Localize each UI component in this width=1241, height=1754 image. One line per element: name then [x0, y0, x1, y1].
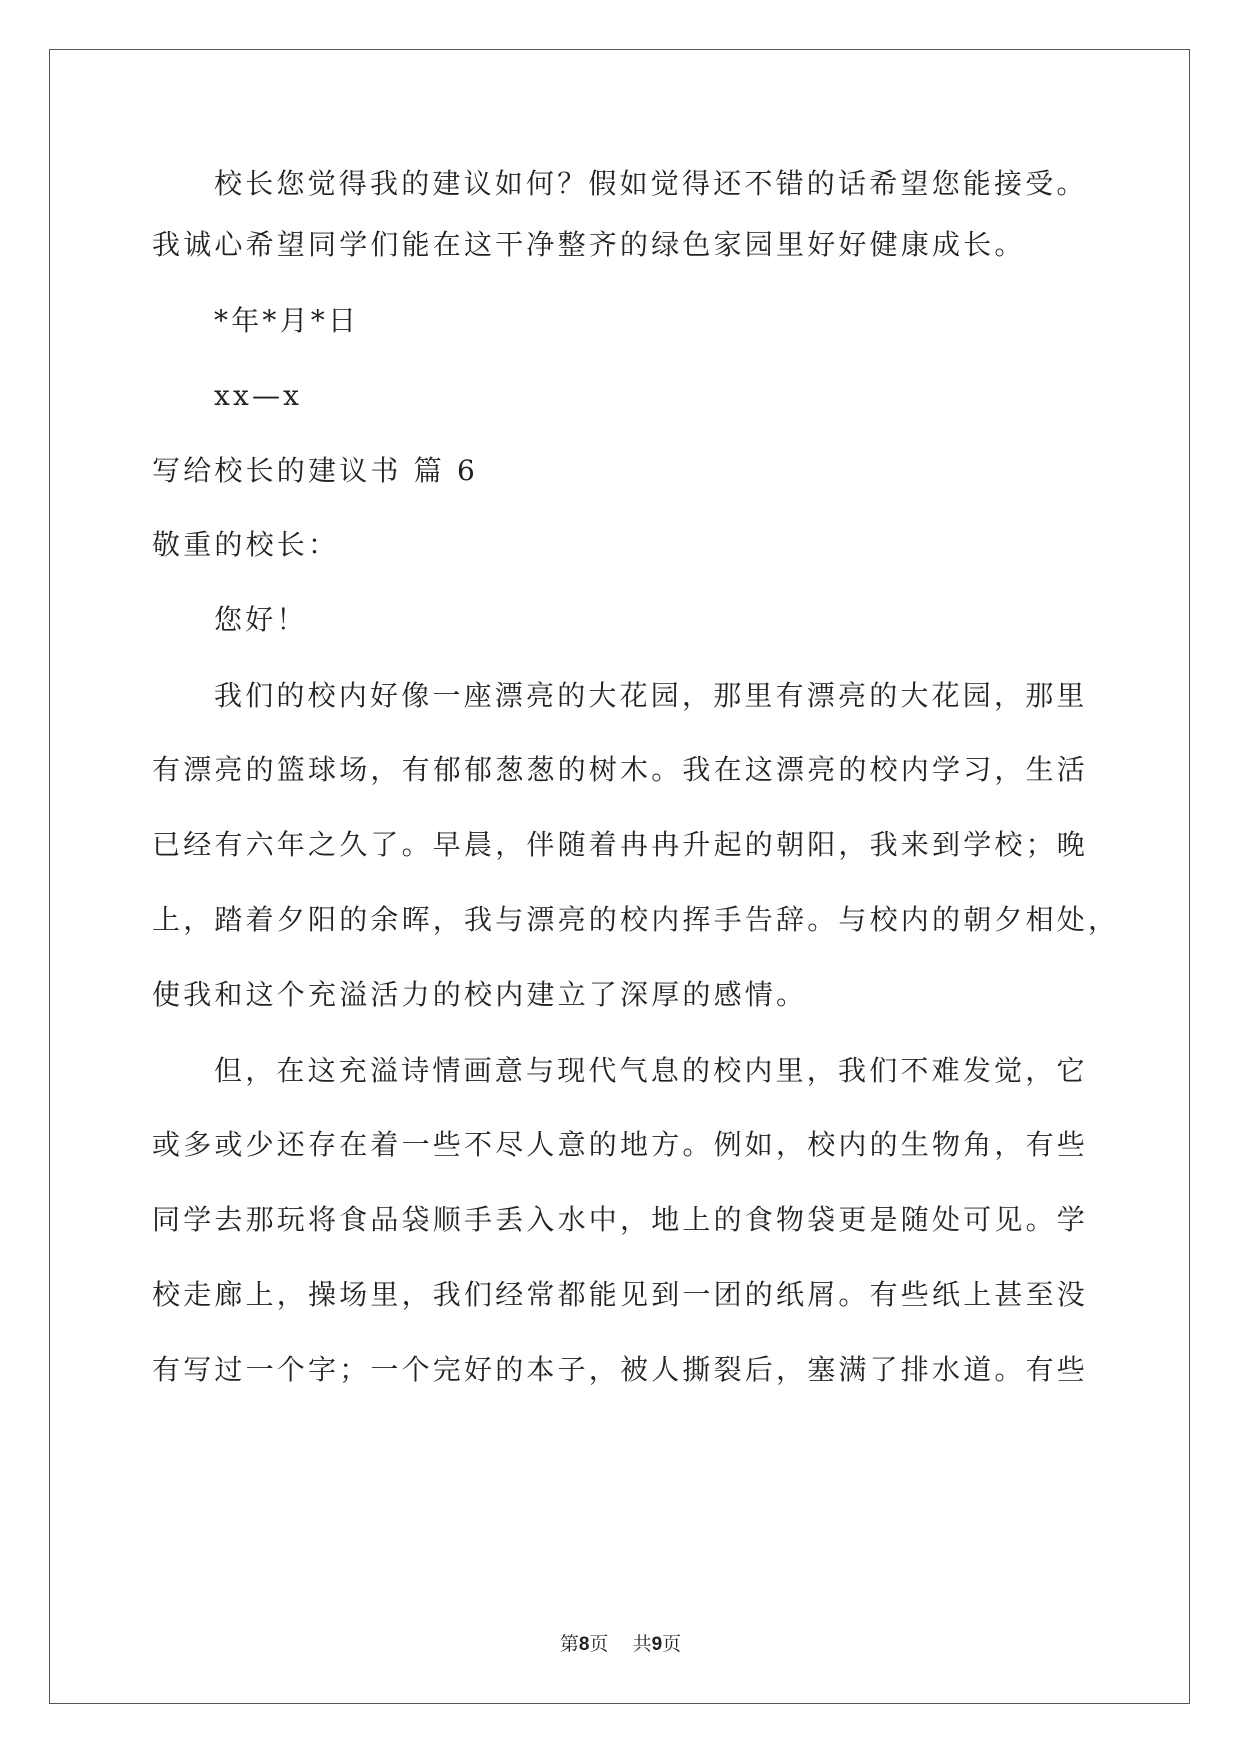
text-line-2: 我诚心希望同学们能在这干净整齐的绿色家园里好好健康成长。 — [152, 228, 1026, 261]
text-line-17: 有写过一个字；一个完好的本子，被人撕裂后，塞满了排水道。有些 — [152, 1353, 1089, 1386]
text-line-10: 已经有六年之久了。早晨，伴随着冉冉升起的朝阳，我来到学校；晚 — [152, 828, 1089, 861]
text-line-1: 校长您觉得我的建议如何？假如觉得还不错的话希望您能接受。 — [214, 167, 1088, 200]
footer-prefix: 第 — [559, 1633, 579, 1655]
page-border — [49, 49, 1190, 1704]
text-line-9: 有漂亮的篮球场，有郁郁葱葱的树木。我在这漂亮的校内学习，生活 — [152, 753, 1089, 786]
text-line-16: 校走廊上，操场里，我们经常都能见到一团的纸屑。有些纸上甚至没 — [152, 1278, 1089, 1311]
text-line-8: 我们的校内好像一座漂亮的大花园，那里有漂亮的大花园，那里 — [214, 679, 1088, 712]
signature-line: xx—x — [214, 379, 303, 412]
total-page-number: 9 — [651, 1634, 663, 1655]
text-line-11: 上，踏着夕阳的余晖，我与漂亮的校内挥手告辞。与校内的朝夕相处， — [152, 903, 1120, 936]
salutation: 敬重的校长： — [152, 528, 340, 561]
footer-middle: 页 共 — [589, 1633, 652, 1655]
text-line-14: 或多或少还存在着一些不尽人意的地方。例如，校内的生物角，有些 — [152, 1128, 1089, 1161]
footer-suffix: 页 — [662, 1633, 682, 1655]
greeting: 您好！ — [214, 603, 308, 636]
section-heading: 写给校长的建议书 篇 6 — [152, 454, 479, 487]
text-line-13: 但，在这充溢诗情画意与现代气息的校内里，我们不难发觉，它 — [214, 1054, 1088, 1087]
date-line: *年*月*日 — [214, 304, 360, 337]
text-line-12: 使我和这个充溢活力的校内建立了深厚的感情。 — [152, 978, 808, 1011]
current-page-number: 8 — [578, 1634, 590, 1655]
text-line-15: 同学去那玩将食品袋顺手丢入水中，地上的食物袋更是随处可见。学 — [152, 1203, 1089, 1236]
page-footer — [0, 1632, 1241, 1657]
